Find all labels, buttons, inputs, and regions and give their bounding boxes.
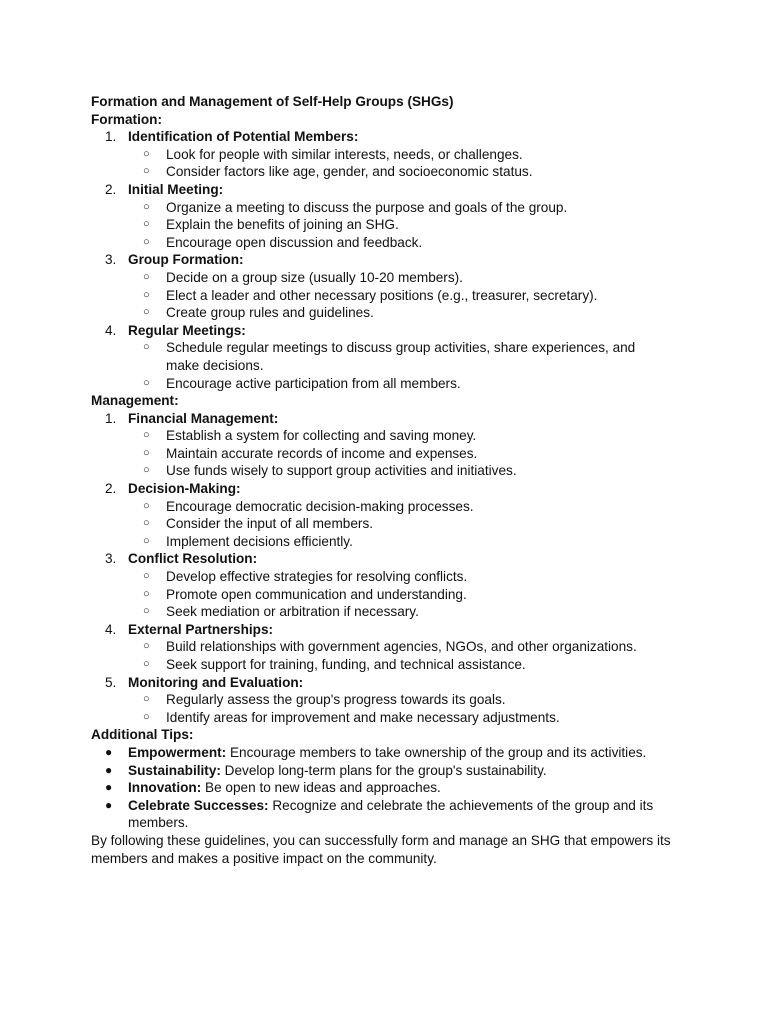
bullet-item (91, 709, 671, 727)
bullet-item (91, 375, 671, 393)
tip-label: Empowerment: (128, 744, 227, 760)
bullet-item (91, 163, 671, 181)
bullet-item (91, 216, 671, 234)
item-number: 2. (105, 481, 117, 497)
bullet-item (91, 445, 671, 463)
bullet-item (91, 287, 671, 305)
item-title: Regular Meetings: (128, 322, 246, 338)
tip-label: Innovation: (128, 780, 202, 796)
filled-bullet-icon: ● (105, 744, 113, 759)
item-title: Conflict Resolution: (128, 551, 258, 567)
bullet-item (91, 638, 671, 656)
hollow-bullet-icon: ○ (143, 218, 150, 231)
bullet-list (91, 691, 671, 726)
bullet-item (91, 498, 671, 516)
hollow-bullet-icon: ○ (143, 658, 150, 670)
bullet-list (91, 638, 671, 673)
bullet-list (91, 146, 671, 181)
bullet-item (91, 515, 671, 533)
bullet-text: Seek support for training, funding, and technical assistance. (166, 657, 526, 672)
tip-item (91, 744, 671, 762)
bullet-item (91, 586, 671, 604)
bullet-item (91, 269, 671, 287)
item-number: 1. (105, 410, 117, 426)
numbered-item (91, 674, 671, 692)
bullet-item (91, 304, 671, 322)
bullet-text: Promote open communication and understanding. (166, 586, 467, 602)
bullet-text: Use funds wisely to support group activities and initiatives. (166, 463, 517, 479)
hollow-bullet-icon: ○ (143, 710, 150, 723)
bullet-list (91, 498, 671, 551)
hollow-bullet-icon: ○ (143, 517, 150, 530)
bullet-item (91, 199, 671, 217)
hollow-bullet-icon: ○ (143, 235, 150, 248)
hollow-bullet-icon: ○ (143, 341, 150, 354)
bullet-text: Create group rules and guidelines. (166, 305, 374, 321)
numbered-item (91, 480, 671, 498)
bullet-text: Identify areas for improvement and make necessary adjustments. (166, 709, 560, 725)
bullet-text: Encourage active participation from all members. (166, 375, 461, 391)
bullet-text: Encourage open discussion and feedback. (166, 234, 423, 250)
bullet-item (91, 533, 671, 551)
hollow-bullet-icon: ○ (143, 147, 150, 160)
numbered-item (91, 251, 671, 269)
numbered-item (91, 322, 671, 340)
management-list (91, 410, 671, 727)
numbered-item (91, 128, 671, 146)
item-title: Financial Management: (128, 410, 279, 426)
tips-heading: Additional Tips: (91, 727, 194, 743)
bullet-text: Regularly assess the group's progress towards its goals. (166, 692, 506, 708)
bullet-item (91, 339, 671, 374)
tip-item (91, 762, 671, 780)
item-number: 2. (105, 181, 117, 197)
hollow-bullet-icon: ○ (143, 165, 150, 178)
hollow-bullet-icon: ○ (143, 288, 150, 301)
numbered-item (91, 181, 671, 199)
item-title: Decision-Making: (128, 481, 241, 497)
bullet-item (91, 462, 671, 480)
item-title: Initial Meeting: (128, 181, 224, 197)
bullet-text: Look for people with similar interests, needs, or challenges. (166, 146, 523, 162)
bullet-text: Maintain accurate records of income and expenses. (166, 445, 478, 461)
item-number: 3. (105, 551, 117, 567)
hollow-bullet-icon: ○ (143, 429, 150, 442)
item-title: External Partnerships: (128, 621, 274, 637)
bullet-text: Elect a leader and other necessary positions (e.g., treasurer, secretary). (166, 287, 598, 303)
hollow-bullet-icon: ○ (143, 570, 150, 583)
formation-list (91, 128, 671, 392)
tip-label: Sustainability: (128, 762, 221, 778)
filled-bullet-icon: ● (105, 762, 113, 777)
management-heading: Management: (91, 393, 179, 409)
bullet-text: Consider the input of all members. (166, 516, 374, 532)
item-number: 1. (105, 129, 117, 145)
tip-item (91, 779, 671, 797)
filled-bullet-icon: ● (105, 797, 113, 812)
tip-item (91, 797, 671, 832)
bullet-list (91, 568, 671, 621)
hollow-bullet-icon: ○ (143, 693, 150, 706)
bullet-text: Develop effective strategies for resolving conflicts. (166, 569, 468, 585)
bullet-item (91, 427, 671, 445)
bullet-text: Schedule regular meetings to discuss group activities, share experiences, and make decisions. (166, 340, 636, 373)
item-title: Identification of Potential Members: (128, 129, 359, 145)
tip-text: Recognize and celebrate the achievements of the group and its members. (128, 797, 654, 831)
numbered-item (91, 550, 671, 568)
hollow-bullet-icon: ○ (143, 200, 150, 213)
document-title: Formation and Management of Self-Help Groups (SHGs) (91, 94, 454, 109)
tip-text: Develop long-term plans for the group's sustainability. (220, 762, 547, 778)
hollow-bullet-icon: ○ (143, 306, 150, 319)
bullet-text: Implement decisions efficiently. (166, 533, 353, 549)
tip-text: Be open to new ideas and approaches. (201, 780, 441, 796)
numbered-item (91, 621, 671, 639)
hollow-bullet-icon: ○ (143, 534, 150, 547)
hollow-bullet-icon: ○ (143, 499, 150, 512)
bullet-list (91, 427, 671, 480)
hollow-bullet-icon: ○ (143, 446, 150, 459)
bullet-text: Decide on a group size (usually 10-20 members). (166, 269, 463, 285)
hollow-bullet-icon: ○ (143, 640, 150, 653)
conclusion-paragraph: By following these guidelines, you can successfully form and manage an SHG that empowers its members and makes a positive impact on the community. (91, 832, 671, 866)
bullet-text: Explain the benefits of joining an SHG. (166, 217, 399, 233)
bullet-item (91, 656, 671, 674)
bullet-item (91, 146, 671, 164)
hollow-bullet-icon: ○ (143, 587, 150, 600)
hollow-bullet-icon: ○ (143, 464, 150, 477)
item-title: Group Formation: (128, 252, 244, 268)
tips-list (91, 744, 671, 832)
formation-heading: Formation: (91, 111, 162, 127)
bullet-text: Consider factors like age, gender, and socioeconomic status. (166, 164, 533, 180)
bullet-text: Seek mediation or arbitration if necessary. (166, 604, 419, 620)
bullet-text: Organize a meeting to discuss the purpose and goals of the group. (166, 199, 568, 215)
bullet-list (91, 339, 671, 392)
tip-label: Celebrate Successes: (128, 797, 269, 813)
item-number: 4. (105, 621, 117, 637)
filled-bullet-icon: ● (105, 780, 113, 795)
bullet-text: Build relationships with government agencies, NGOs, and other organizations. (166, 639, 637, 655)
hollow-bullet-icon: ○ (143, 376, 150, 389)
bullet-item (91, 603, 671, 621)
item-number: 5. (105, 674, 117, 690)
hollow-bullet-icon: ○ (143, 605, 150, 618)
document-page (91, 93, 671, 867)
bullet-item (91, 568, 671, 586)
bullet-list (91, 199, 671, 252)
bullet-item (91, 691, 671, 709)
bullet-text: Establish a system for collecting and saving money. (166, 428, 477, 444)
item-title: Monitoring and Evaluation: (128, 674, 304, 690)
item-number: 4. (105, 322, 117, 338)
item-number: 3. (105, 252, 117, 268)
hollow-bullet-icon: ○ (143, 270, 150, 283)
bullet-text: Encourage democratic decision-making processes. (166, 498, 474, 514)
tip-text: Encourage members to take ownership of the group and its activities. (226, 744, 647, 760)
bullet-item (91, 234, 671, 252)
numbered-item (91, 410, 671, 428)
bullet-list (91, 269, 671, 322)
